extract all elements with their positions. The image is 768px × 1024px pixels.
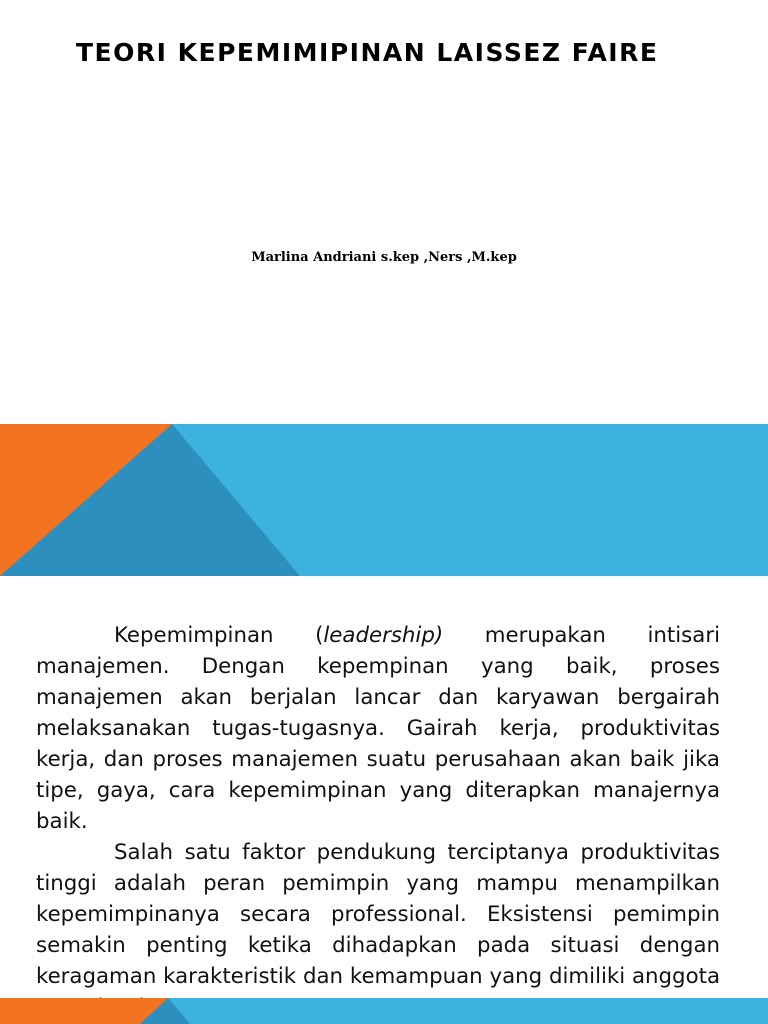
decorative-banner [0, 424, 768, 576]
paragraph-leadership [36, 620, 720, 837]
leadership-term: leadership) [323, 623, 444, 648]
author-name: Marlina Andriani s.kep ,Ners ,M.kep [251, 250, 517, 265]
p1-text-start: Kepemimpinan ( [114, 623, 324, 648]
slide-title: TEORI KEPEMIMIPINAN LAISSEZ FAIRE [76, 38, 659, 67]
content-slide [0, 576, 768, 1024]
p1-text-rest: merupakan intisari manajemen. Dengan kepempinan yang baik, proses manajemen akan berjalan lancar dan karyawan bergairah melaksanakan tugas-tugasnya. Gairah kerja, produktivitas kerja, dan proses manajemen suatu perusahaan akan baik jika tipe, gaya, cara kepemimpinan yang diterapkan manajernya baik. [36, 623, 720, 834]
footer-decorative-band [0, 998, 768, 1024]
paragraph-productivity: Salah satu faktor pendukung terciptanya produktivitas tinggi adalah peran pemimpin yang mampu menampilkan kepemimpinanya secara professional. Eksistensi pemimpin semakin penting ketika dihadapkan pada situasi dengan keragaman karakteristik dan kemampuan yang dimiliki anggota [36, 840, 720, 989]
footer-orange-triangle [0, 998, 168, 1024]
